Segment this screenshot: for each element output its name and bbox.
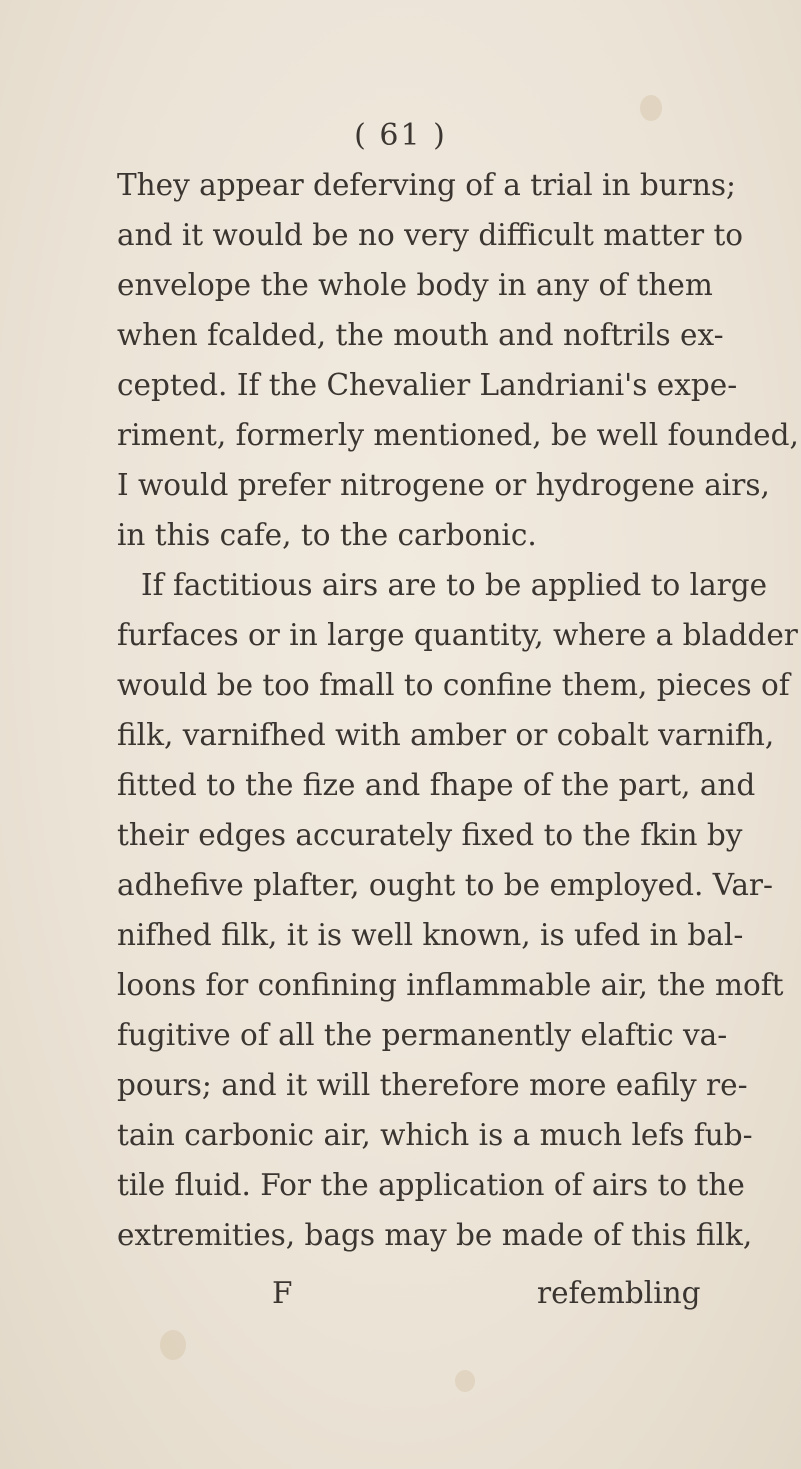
text-line: extremities, bags may be made of this filk, (117, 1218, 753, 1252)
text-line: They appear deferving of a trial in burns; (117, 168, 736, 202)
text-line: in this cafe, to the carbonic. (117, 518, 537, 552)
text-line: cepted. If the Chevalier Landriani's expe- (117, 368, 738, 402)
text-line: fitted to the fize and fhape of the part, and (117, 768, 756, 802)
text-line: pours; and it will therefore more eafily re- (117, 1068, 748, 1102)
signature-mark: F (272, 1276, 293, 1310)
text-line: when fcalded, the mouth and noftrils ex- (117, 318, 724, 352)
text-line: filk, varnifhed with amber or cobalt varnifh, (117, 718, 775, 752)
text-line: furfaces or in large quantity, where a bladder (117, 618, 798, 652)
text-line: fugitive of all the permanently elaftic va- (117, 1018, 728, 1052)
text-line: nifhed filk, it is well known, is ufed in bal- (117, 918, 744, 952)
text-line: riment, formerly mentioned, be well founded, (117, 418, 799, 452)
catchword: refembling (537, 1276, 701, 1310)
text-line: their edges accurately fixed to the fkin by (117, 818, 743, 852)
catchline (0, 1268, 801, 1318)
paper-stain (160, 1330, 186, 1360)
text-line: envelope the whole body in any of them (117, 268, 713, 302)
text-line: tain carbonic air, which is a much lefs fub- (117, 1118, 753, 1152)
paper-stain (455, 1370, 475, 1392)
text-line: and it would be no very difficult matter to (117, 218, 744, 252)
page-number: ( 61 ) (354, 118, 447, 153)
text-line: would be too fmall to confine them, pieces of (117, 668, 790, 702)
text-line: If factitious airs are to be applied to large (141, 568, 768, 602)
text-line: I would prefer nitrogene or hydrogene airs, (117, 468, 770, 502)
text-line: adhefive plafter, ought to be employed. Var- (117, 868, 773, 902)
text-line: loons for confining inflammable air, the moft (117, 968, 784, 1002)
text-line: tile fluid. For the application of airs to the (117, 1168, 745, 1202)
